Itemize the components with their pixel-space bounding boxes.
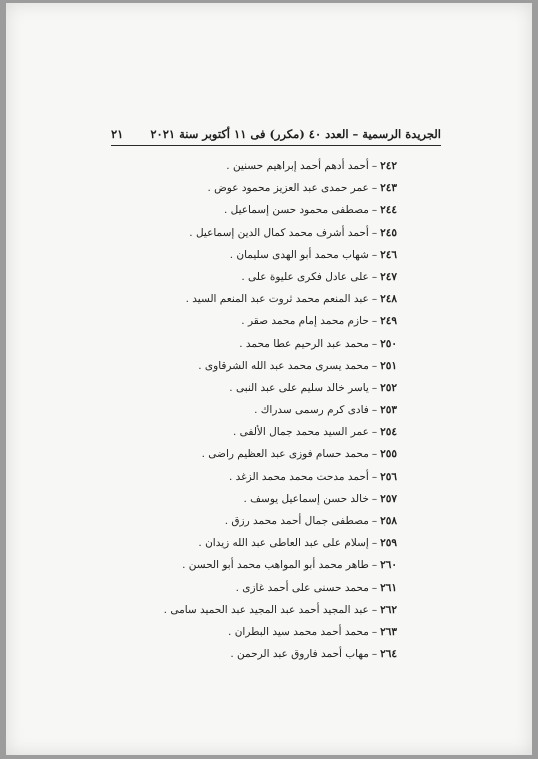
entry-name: عبد المنعم محمد ثروت عبد المنعم السيد . [185, 293, 369, 306]
entry-name: عمر السيد محمد جمال الألفى . [232, 426, 369, 439]
entry-number: ٢٥٩ [380, 537, 397, 550]
entry-separator: – [371, 315, 378, 328]
entry-number: ٢٦٣ [380, 625, 397, 638]
entry-number: ٢٤٤ [380, 204, 397, 217]
list-item [137, 488, 397, 510]
entry-name: على عادل فكرى عليوة على . [241, 270, 369, 283]
entry-name: مهاب أحمد فاروق عبد الرحمن . [230, 648, 369, 661]
entry-number: ٢٤٩ [380, 315, 397, 328]
entry-name: محمد حسام فوزى عبد العظيم راضى . [201, 448, 369, 461]
list-item [137, 377, 397, 399]
entry-separator: – [371, 359, 378, 372]
list-item [137, 554, 397, 576]
entry-name: مصطفى جمال أحمد محمد رزق . [224, 515, 369, 527]
entry-name: عمر حمدى عبد العزيز محمود عوض . [207, 182, 369, 195]
entry-number: ٢٥٥ [380, 448, 397, 461]
entry-separator: – [371, 204, 378, 217]
entry-name: حازم محمد إمام محمد صقر . [241, 315, 369, 328]
entry-number: ٢٥٢ [380, 381, 397, 394]
list-item [137, 443, 397, 465]
names-list [137, 155, 397, 665]
entry-separator: – [371, 625, 378, 638]
entry-name: شهاب محمد أبو الهدى سليمان . [229, 248, 369, 261]
entry-separator: – [371, 404, 378, 417]
entry-name: أحمد أدهم أحمد إبراهيم حسنين . [226, 160, 369, 172]
document-page [6, 3, 532, 755]
entry-separator: – [371, 337, 378, 350]
list-item [137, 199, 397, 221]
entry-number: ٢٥١ [380, 359, 397, 372]
entry-separator: – [371, 470, 378, 483]
entry-separator: – [371, 426, 378, 439]
list-item [137, 244, 397, 266]
entry-separator: – [371, 492, 378, 505]
entry-name: محمد يسرى محمد عبد الله الشرقاوى . [198, 359, 369, 372]
gazette-title: الجريدة الرسمية – العدد ٤٠ (مكرر) فى ١١ أكتوبر سنة ٢٠٢١ [150, 127, 441, 141]
entry-number: ٢٥٧ [380, 492, 397, 505]
list-item [137, 333, 397, 355]
entry-name: خالد حسن إسماعيل يوسف . [243, 492, 369, 505]
entry-name: إسلام على عبد العاطى عبد الله زيدان . [198, 537, 369, 550]
entry-number: ٢٤٧ [380, 270, 397, 283]
list-item [137, 177, 397, 199]
entry-name: أحمد أشرف محمد كمال الدين إسماعيل . [189, 226, 369, 239]
entry-number: ٢٥٦ [380, 470, 397, 483]
entry-name: محمد أحمد محمد سيد البطران . [228, 625, 369, 638]
entry-separator: – [371, 448, 378, 461]
entry-name: محمد عبد الرحيم عطا محمد . [239, 337, 369, 350]
entry-separator: – [371, 270, 378, 283]
list-item [137, 310, 397, 332]
entry-separator: – [371, 182, 378, 195]
list-item [137, 288, 397, 310]
list-item [137, 621, 397, 643]
entry-number: ٢٥٣ [380, 404, 397, 417]
entry-name: فادى كرم رسمى سدراك . [254, 404, 369, 417]
list-item [137, 421, 397, 443]
entry-separator: – [371, 160, 378, 172]
entry-number: ٢٤٨ [380, 293, 397, 306]
entry-number: ٢٦٠ [380, 559, 397, 572]
entry-number: ٢٤٣ [380, 182, 397, 195]
list-item [137, 599, 397, 621]
entry-name: أحمد مدحت محمد محمد الزغد . [228, 470, 369, 483]
entry-number: ٢٦٤ [380, 648, 397, 661]
list-item [137, 510, 397, 532]
page-number: ٢١ [111, 127, 124, 141]
list-item [137, 355, 397, 377]
entry-number: ٢٥٤ [380, 426, 397, 439]
entry-number: ٢٦٢ [380, 603, 397, 616]
list-item [137, 222, 397, 244]
entry-separator: – [371, 603, 378, 616]
entry-name: عبد المجيد أحمد عبد المجيد عبد الحميد سامى . [163, 603, 369, 616]
entry-number: ٢٦١ [380, 581, 397, 594]
entry-separator: – [371, 248, 378, 261]
entry-name: محمد حسنى على أحمد غازى . [235, 581, 369, 594]
entry-separator: – [371, 515, 378, 527]
list-item [137, 643, 397, 665]
entry-separator: – [371, 226, 378, 239]
entry-number: ٢٥٨ [380, 515, 397, 527]
entry-separator: – [371, 648, 378, 661]
entry-name: ياسر خالد سليم على عبد النبى . [229, 381, 369, 394]
list-item [137, 466, 397, 488]
entry-number: ٢٤٥ [380, 226, 397, 239]
entry-separator: – [371, 581, 378, 594]
entry-number: ٢٤٢ [380, 160, 397, 172]
list-item [137, 155, 397, 177]
list-item [137, 532, 397, 554]
entry-name: طاهر محمد أبو المواهب محمد أبو الحسن . [182, 559, 369, 572]
header-divider [111, 145, 441, 146]
entry-separator: – [371, 537, 378, 550]
page-header [111, 127, 441, 141]
list-item [137, 399, 397, 421]
entry-separator: – [371, 559, 378, 572]
entry-name: مصطفى محمود حسن إسماعيل . [223, 204, 369, 217]
entry-number: ٢٥٠ [380, 337, 397, 350]
entry-separator: – [371, 381, 378, 394]
list-item [137, 577, 397, 599]
entry-separator: – [371, 293, 378, 306]
list-item [137, 266, 397, 288]
entry-number: ٢٤٦ [380, 248, 397, 261]
